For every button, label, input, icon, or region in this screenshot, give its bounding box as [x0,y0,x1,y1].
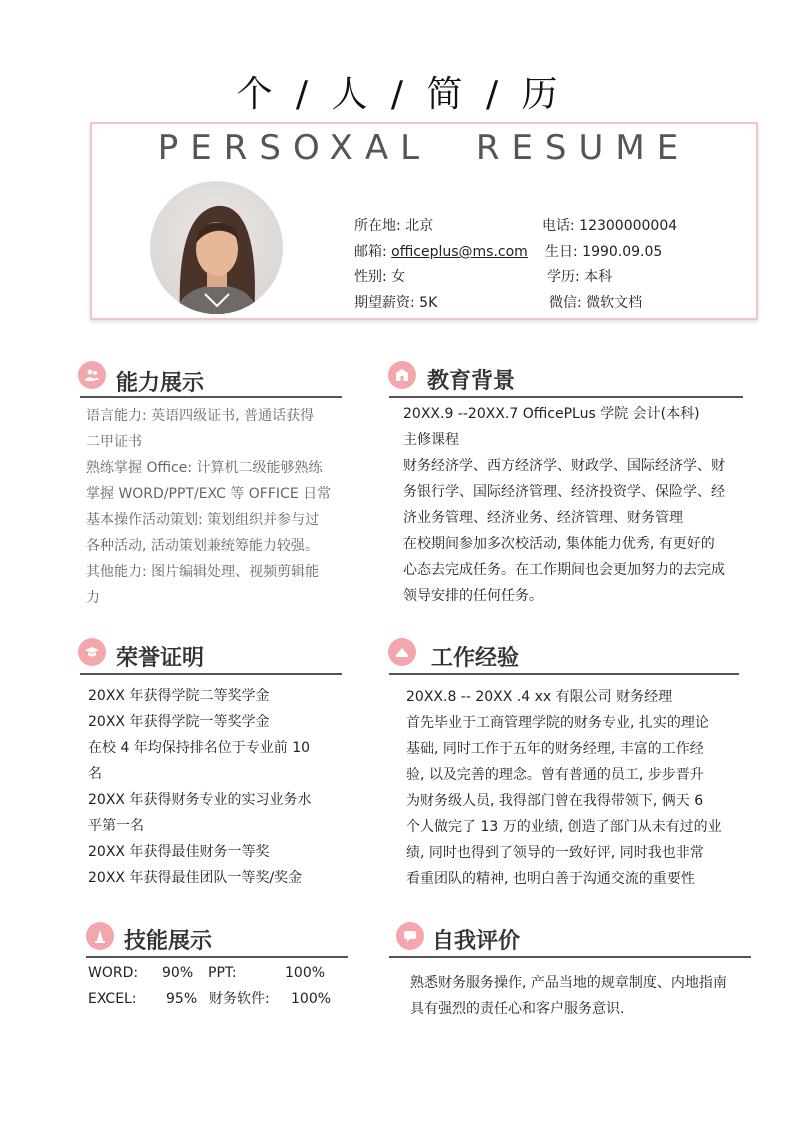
ability-line: 掌握 WORD/PPT/EXC 等 OFFICE 日常 [86,486,332,502]
portrait-image [150,181,283,314]
school-icon [388,361,416,389]
education-line: 在校期间参加多次校活动, 集体能力优秀, 有更好的 [403,536,715,552]
email-link[interactable]: officeplus@ms.com [391,244,528,260]
work-line: 为财务级人员, 我得部门曾在我得带领下, 俩天 6 [406,793,704,809]
education-line: 领导安排的任何任务。 [403,588,543,604]
skill-name: EXCEL: [88,991,137,1007]
work-line: 验, 以及完善的理念。曾有普通的员工, 步步晋升 [406,767,704,783]
honor-line: 平第一名 [88,818,144,834]
education-line: 心态去完成任务。在工作期间也会更加努力的去完成 [403,562,725,578]
page-title: 个 / 人 / 简 / 历 [236,74,564,115]
skills-title: 技能展示 [124,929,213,954]
skills-divider [86,956,348,958]
honor-line: 20XX 年获得学院二等奖学金 [88,688,270,704]
skill-level: 100% [285,965,326,981]
honor-line: 20XX 年获得最佳财务一等奖 [88,844,270,860]
honor-line: 在校 4 年均保持排名位于专业前 10 [88,740,311,756]
people-icon [78,361,106,389]
ability-title: 能力展示 [116,371,205,396]
wechat-info: 微信: 微软文档 [549,295,643,311]
avatar [150,181,283,314]
ability-line: 语言能力: 英语四级证书, 普通话获得 [86,408,315,424]
ability-content [86,403,331,611]
work-content [406,684,722,892]
self-line: 熟悉财务服务操作, 产品当地的规章制度、内地指南 [410,975,727,991]
work-line: 个人做完了 13 万的业绩, 创造了部门从未有过的业 [406,819,722,835]
skill-level: 100% [291,991,332,1007]
cone-icon [86,922,114,950]
honor-line: 20XX 年获得学院一等奖学金 [88,714,270,730]
education-divider [389,396,743,398]
work-title: 工作经验 [431,646,520,671]
honor-line: 20XX 年获得财务专业的实习业务水 [88,792,312,808]
education-line: 财务经济学、西方经济学、财政学、国际经济学、财 [403,458,725,474]
salary-info: 期望薪资: 5K [354,295,438,311]
email-info [354,241,528,261]
skill-level: 95% [166,991,198,1007]
ability-line: 基本操作活动策划: 策划组织并参与过 [86,512,320,528]
self-title: 自我评价 [432,929,521,954]
education-info: 学历: 本科 [547,269,613,285]
skill-name: WORD: [88,965,139,981]
work-divider [389,673,739,675]
honor-divider [80,673,342,675]
education-line: 主修课程 [403,432,459,448]
ability-line: 其他能力: 图片编辑处理、视频剪辑能 [86,564,320,580]
skill-level: 90% [162,965,194,981]
speech-bubble-icon [396,922,424,950]
skill-name: PPT: [208,965,237,981]
honor-line: 20XX 年获得最佳团队一等奖/奖金 [88,870,303,886]
gender-info: 性别: 女 [354,269,406,285]
self-divider [389,956,751,958]
phone-info: 电话: 12300000004 [542,218,678,234]
self-content [410,970,727,1022]
birthday-info: 生日: 1990.09.05 [545,244,663,260]
honor-content [88,683,311,891]
ability-line: 力 [86,590,100,606]
skill-name: 财务软件: [209,991,270,1007]
ability-divider [80,396,342,398]
work-line: 基础, 同时工作于五年的财务经理, 丰富的工作经 [406,741,704,757]
work-line: 看重团队的精神, 也明白善于沟通交流的重要性 [406,871,695,887]
self-line: 具有强烈的责任心和客户服务意识. [410,1001,625,1017]
education-line: 20XX.9 --20XX.7 OfficePLus 学院 会计(本科) [403,406,700,422]
briefcase-icon [388,638,416,666]
education-line: 务银行学、国际经济管理、经济投资学、保险学、经 [403,484,725,500]
work-line: 绩, 同时也得到了领导的一致好评, 同时我也非常 [406,845,704,861]
ability-line: 熟练掌握 Office: 计算机二级能够熟练 [86,460,323,476]
email-label: 邮箱: [354,244,392,260]
work-line: 首先毕业于工商管理学院的财务专业, 扎实的理论 [406,715,709,731]
honor-line: 名 [88,766,102,782]
location-info: 所在地: 北京 [354,218,434,234]
ability-line: 各种活动, 活动策划兼统筹能力较强。 [86,538,319,554]
education-content [403,401,725,609]
resume-subtitle: PERSOXAL RESUME [157,128,691,168]
graduation-cap-icon [78,638,106,666]
education-title: 教育背景 [427,369,516,394]
work-line: 20XX.8 -- 20XX .4 xx 有限公司 财务经理 [406,689,673,705]
ability-line: 二甲证书 [86,434,142,450]
education-line: 济业务管理、经济业务、经济管理、财务管理 [403,510,683,526]
honor-title: 荣誉证明 [116,646,205,671]
